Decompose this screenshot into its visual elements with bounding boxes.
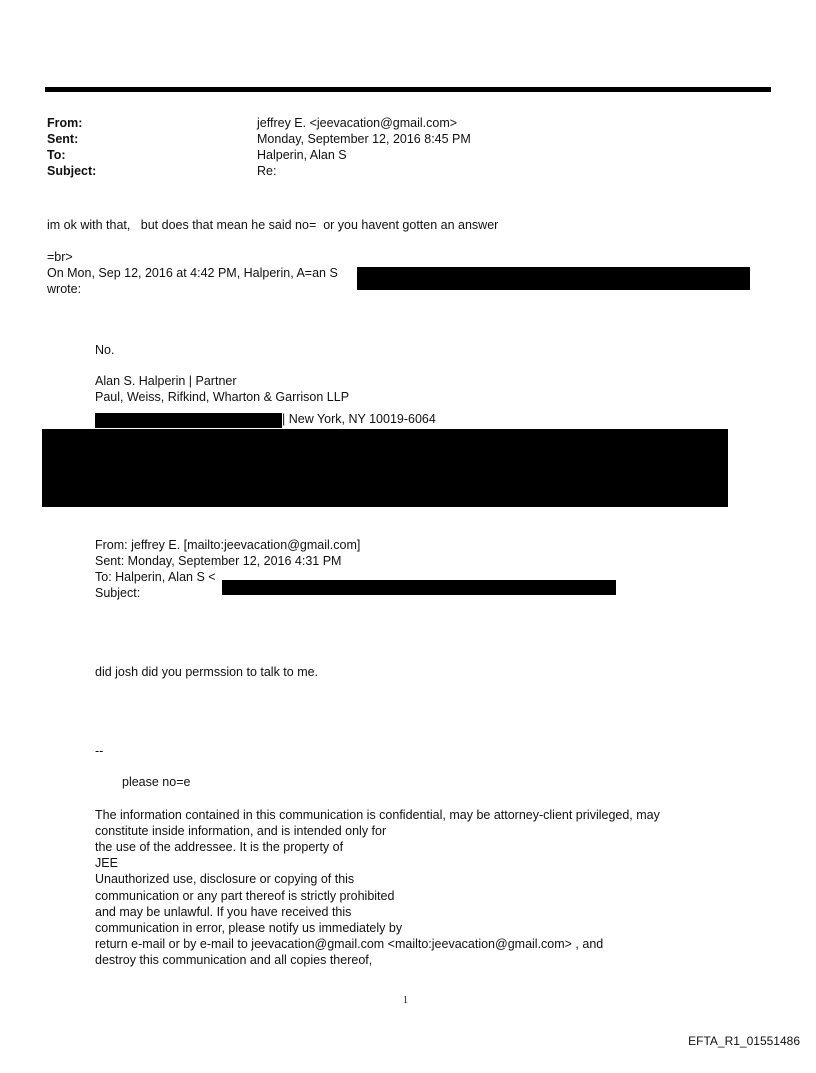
quoted-message: did josh did you permssion to talk to me. xyxy=(95,665,319,679)
redaction xyxy=(222,580,616,595)
disclaimer-line: destroy this communication and all copies thereof, xyxy=(95,953,373,967)
subject-value: Re: xyxy=(257,164,277,178)
please-note: please no=e xyxy=(122,775,191,789)
to-value: Halperin, Alan S xyxy=(257,148,347,162)
redaction xyxy=(42,429,728,507)
disclaimer-line: the use of the addressee. It is the property of xyxy=(95,840,344,854)
signature-firm: Paul, Weiss, Rifkind, Wharton & Garrison LLP xyxy=(95,390,350,404)
from-label: From: xyxy=(47,116,83,130)
quoted-subject: Subject: xyxy=(95,586,141,600)
disclaimer-line: constitute inside information, and is intended only for xyxy=(95,824,387,838)
signature-name: Alan S. Halperin | Partner xyxy=(95,374,237,388)
page-number: 1 xyxy=(403,995,408,1006)
wrote-text: wrote: xyxy=(47,282,82,296)
subject-label: Subject: xyxy=(47,164,97,178)
signature-city: | New York, NY 10019-6064 xyxy=(282,412,436,426)
disclaimer-line: and may be unlawful. If you have received this xyxy=(95,905,352,919)
disclaimer-line: The information contained in this communication is confidential, may be attorney-client privileged, may xyxy=(95,808,660,822)
quote-intro: On Mon, Sep 12, 2016 at 4:42 PM, Halperin, A=an S xyxy=(47,266,338,280)
disclaimer-line: return e-mail or by e-mail to jeevacation@gmail.com <mailto:jeevacation@gmail.com> , and xyxy=(95,937,604,951)
redaction xyxy=(357,267,750,290)
quoted-from: From: jeffrey E. [mailto:jeevacation@gmail.com] xyxy=(95,538,361,552)
reply-text: im ok with that, but does that mean he said no= or you havent gotten an answer xyxy=(47,218,499,232)
from-value: jeffrey E. <jeevacation@gmail.com> xyxy=(257,116,458,130)
br-text: =br> xyxy=(47,250,73,264)
quoted-sent: Sent: Monday, September 12, 2016 4:31 PM xyxy=(95,554,342,568)
sent-value: Monday, September 12, 2016 8:45 PM xyxy=(257,132,471,146)
to-label: To: xyxy=(47,148,66,162)
quoted-to: To: Halperin, Alan S < xyxy=(95,570,216,584)
header-rule xyxy=(45,87,771,92)
signature-dashes: -- xyxy=(95,744,104,758)
redaction xyxy=(95,413,282,428)
disclaimer-line: Unauthorized use, disclosure or copying of this xyxy=(95,872,355,886)
disclaimer-line: communication or any part thereof is strictly prohibited xyxy=(95,889,395,903)
disclaimer-line: JEE xyxy=(95,856,118,870)
reply-no: No. xyxy=(95,343,115,357)
sent-label: Sent: xyxy=(47,132,79,146)
footer-document-id: EFTA_R1_01551486 xyxy=(688,1034,800,1048)
disclaimer-line: communication in error, please notify us immediately by xyxy=(95,921,403,935)
